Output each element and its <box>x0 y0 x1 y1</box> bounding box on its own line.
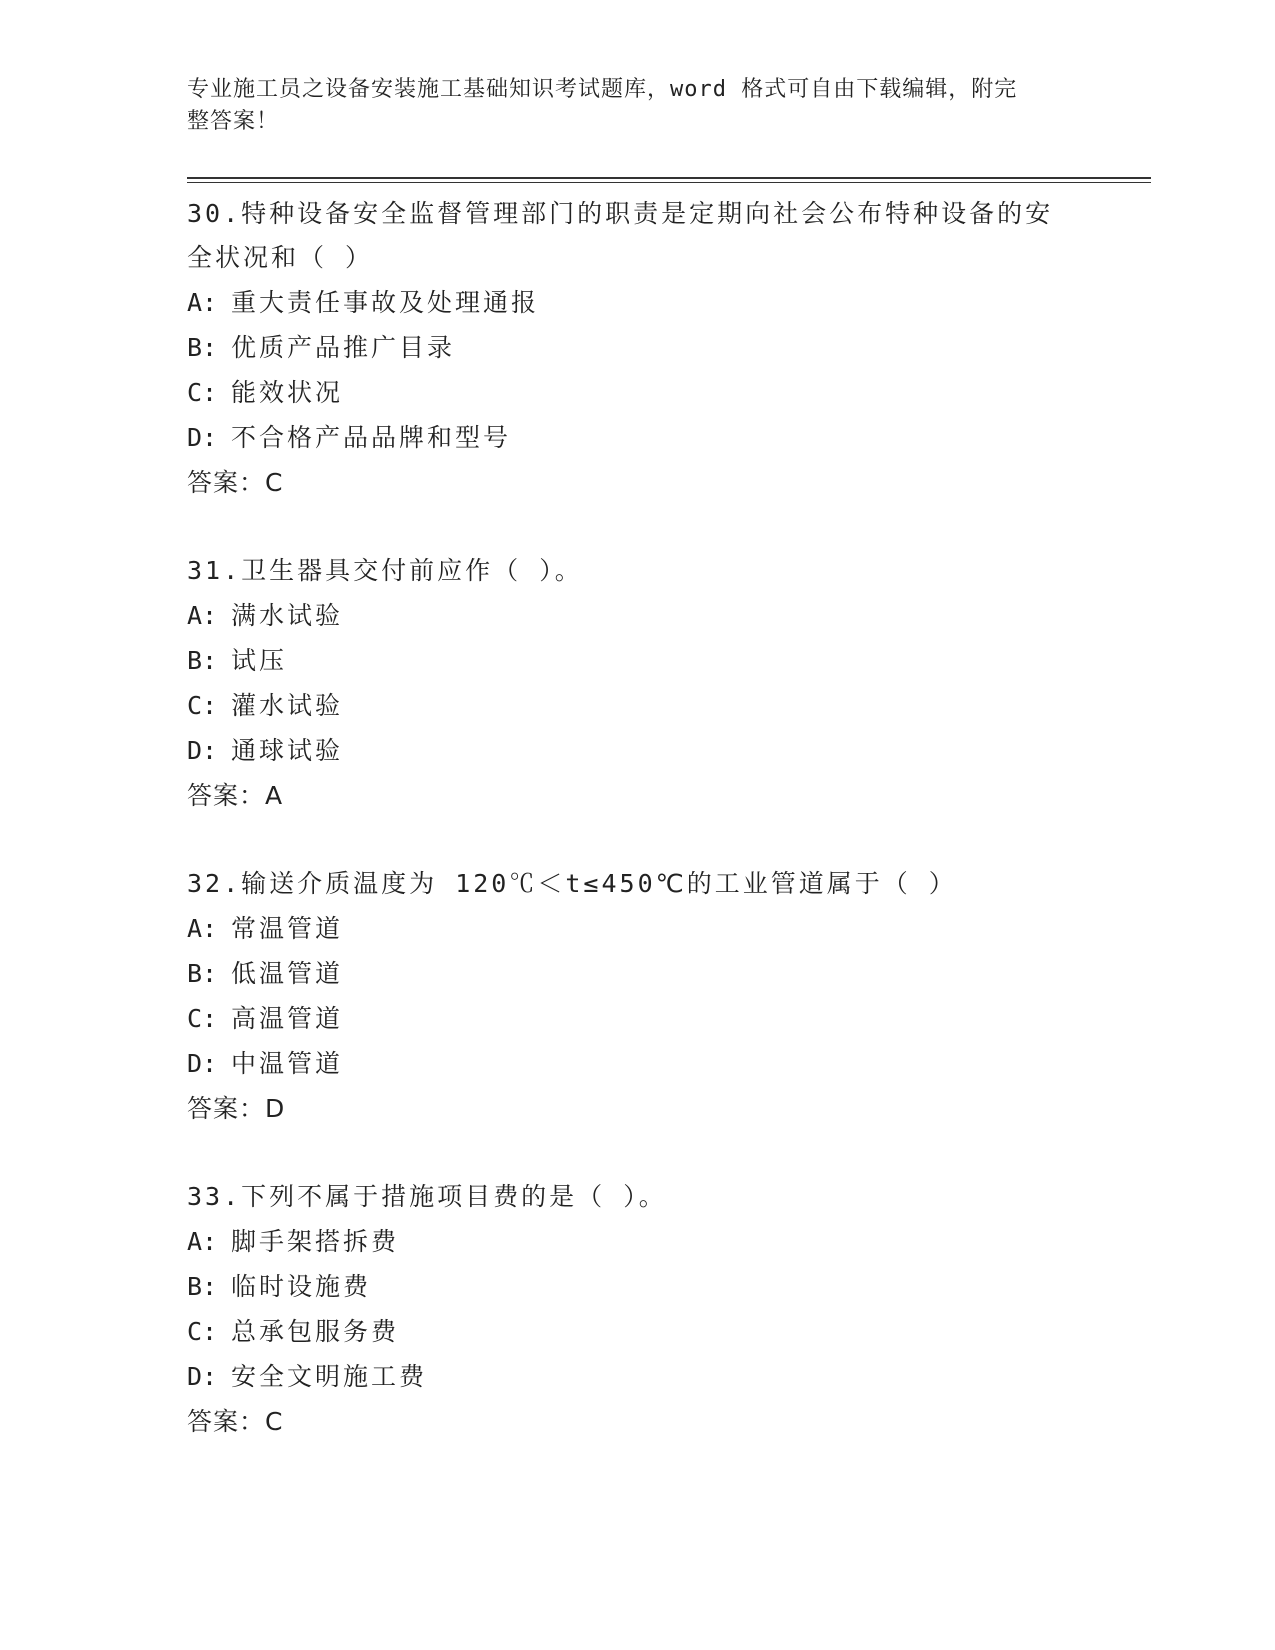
option-key: C: <box>187 1317 218 1346</box>
option-d <box>187 728 1107 773</box>
option-text: 低温管道 <box>231 959 344 988</box>
option-b <box>187 638 1107 683</box>
option-key: A: <box>187 288 218 317</box>
option-key: B: <box>187 646 218 675</box>
option-key: C: <box>187 378 218 407</box>
question-31 <box>187 549 1107 819</box>
question-list <box>187 192 1107 1488</box>
question-32 <box>187 862 1107 1132</box>
option-key: D: <box>187 1362 218 1391</box>
header-divider-thin <box>187 182 1151 183</box>
option-text: 优质产品推广目录 <box>231 333 456 362</box>
question-stem-line-1: 31.卫生器具交付前应作（ ）。 <box>187 556 583 585</box>
answer-line: 答案：C <box>187 468 284 497</box>
question-30 <box>187 192 1107 506</box>
option-text: 通球试验 <box>231 736 344 765</box>
option-text: 不合格产品品牌和型号 <box>231 423 512 452</box>
option-text: 能效状况 <box>231 378 344 407</box>
answer-line: 答案：D <box>187 1094 286 1123</box>
option-key: A: <box>187 601 218 630</box>
option-text: 试压 <box>231 646 288 675</box>
option-key: A: <box>187 1227 218 1256</box>
question-stem-line-1: 30.特种设备安全监督管理部门的职责是定期向社会公布特种设备的安 <box>187 199 1054 228</box>
option-b <box>187 1264 1107 1309</box>
answer-line: 答案：A <box>187 781 284 810</box>
option-b <box>187 951 1107 996</box>
question-stem <box>187 1175 1107 1219</box>
option-c <box>187 683 1107 728</box>
option-text: 安全文明施工费 <box>231 1362 428 1391</box>
document-header <box>187 74 1067 138</box>
option-key: A: <box>187 914 218 943</box>
option-key: C: <box>187 691 218 720</box>
option-d <box>187 415 1107 460</box>
option-text: 常温管道 <box>231 914 344 943</box>
question-stem <box>187 862 1107 906</box>
option-key: D: <box>187 736 218 765</box>
question-stem-line-1: 33.下列不属于措施项目费的是（ ）。 <box>187 1182 667 1211</box>
option-d <box>187 1041 1107 1086</box>
option-key: B: <box>187 333 218 362</box>
option-key: C: <box>187 1004 218 1033</box>
option-d <box>187 1354 1107 1399</box>
question-stem-line-1: 32.输送介质温度为 120℃＜t≤450℃的工业管道属于（ ） <box>187 869 957 898</box>
option-key: D: <box>187 423 218 452</box>
option-text: 高温管道 <box>231 1004 344 1033</box>
option-c <box>187 370 1107 415</box>
question-stem-line-2: 全状况和（ ） <box>187 243 374 272</box>
option-text: 满水试验 <box>231 601 344 630</box>
header-divider-thick <box>187 177 1151 179</box>
option-c <box>187 996 1107 1041</box>
option-text: 重大责任事故及处理通报 <box>231 288 540 317</box>
option-text: 灌水试验 <box>231 691 344 720</box>
option-b <box>187 325 1107 370</box>
header-line-1: 专业施工员之设备安装施工基础知识考试题库，word 格式可自由下载编辑，附完 <box>187 77 1018 102</box>
answer-line: 答案：C <box>187 1407 284 1436</box>
header-line-2: 整答案！ <box>187 109 280 134</box>
option-a <box>187 1219 1107 1264</box>
option-key: B: <box>187 1272 218 1301</box>
question-stem <box>187 192 1107 280</box>
option-text: 总承包服务费 <box>231 1317 400 1346</box>
option-text: 中温管道 <box>231 1049 344 1078</box>
option-a <box>187 280 1107 325</box>
option-text: 脚手架搭拆费 <box>231 1227 400 1256</box>
option-key: B: <box>187 959 218 988</box>
option-a <box>187 593 1107 638</box>
option-c <box>187 1309 1107 1354</box>
option-a <box>187 906 1107 951</box>
question-33 <box>187 1175 1107 1445</box>
option-key: D: <box>187 1049 218 1078</box>
question-stem <box>187 549 1107 593</box>
option-text: 临时设施费 <box>231 1272 372 1301</box>
